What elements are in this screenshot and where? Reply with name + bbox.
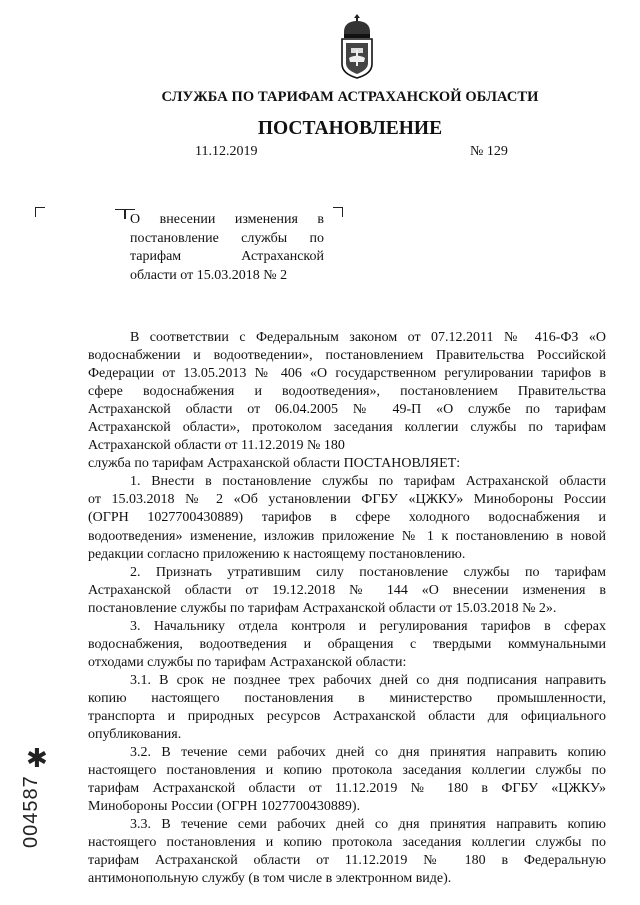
body-line: от 15.03.2018 № 2 «Об установлении ФГБУ «ЦЖКУ» Минобороны России	[88, 492, 606, 508]
body-line: постановление службы по тарифам Астраханской области от 15.03.2018 № 2».	[88, 600, 557, 616]
body-line: (ОГРН 1027700430889) тарифов в сфере холодного водоснабжения и	[88, 510, 606, 526]
body-line: Астраханской области от 19.12.2018 № 144 «О внесении изменения в	[88, 582, 606, 598]
organization-name: СЛУЖБА ПО ТАРИФАМ АСТРАХАНСКОЙ ОБЛАСТИ	[161, 89, 539, 105]
body-line: Федерации от 13.05.2013 № 406 «О государственном регулировании тарифов в	[88, 366, 606, 382]
body-line: Астраханской области», протоколом заседания коллегии службы по тарифам	[88, 420, 606, 436]
body-line: 1. Внести в постановление службы по тарифам Астраханской области	[130, 474, 606, 490]
body-line: 2. Признать утратившим силу постановление службы по тарифам	[130, 564, 606, 580]
body-line: Минобороны России (ОГРН 1027700430889).	[88, 799, 361, 815]
body-line: отходами службы по тарифам Астраханской области:	[88, 654, 407, 670]
document-type-title: ПОСТАНОВЛЕНИЕ	[257, 118, 443, 139]
body-line: Астраханской области от 11.12.2019 № 180	[88, 438, 345, 454]
body-line: водоснабжении и водоотведении», постановлением Правительства Российской	[88, 348, 606, 364]
body-line: служба по тарифам Астраханской области ПОСТАНОВЛЯЕТ:	[88, 456, 461, 472]
asterisk-icon: ✱	[26, 744, 48, 774]
body-line: копию настоящего постановления в министерство промышленности,	[88, 690, 606, 706]
subject-line: области от 15.03.2018 № 2	[130, 268, 288, 284]
subject-line: О внесении изменения в	[130, 212, 324, 227]
body-line: водоотведения» изменение, изложив приложение № 1 к постановлению в новой	[88, 528, 606, 544]
body-line: В соответствии с Федеральным законом от 07.12.2011 № 416-ФЗ «О	[130, 330, 606, 345]
subject-line: постановление службы по	[130, 230, 324, 246]
body-line: 3.3. В течение семи рабочих дней со дня принятия направить копию	[130, 817, 606, 833]
body-line: 3. Начальнику отдела контроля и регулирования тарифов в сферах	[130, 618, 606, 634]
body-line: тарифам Астраханской области от 11.12.2019 № 180 в Федеральную	[88, 853, 606, 869]
body-line: 3.1. В срок не позднее трех рабочих дней со дня подписания направить	[130, 672, 606, 688]
body-line: 3.2. В течение семи рабочих дней со дня принятия направить копию	[130, 745, 606, 761]
corner-mark	[35, 207, 45, 217]
body-line: антимонопольную службу (в том числе в электронном виде).	[88, 871, 452, 887]
coat-of-arms-emblem	[334, 12, 380, 80]
document-number: № 129	[470, 144, 508, 159]
body-line: опубликования.	[88, 727, 182, 743]
document-date: 11.12.2019	[195, 144, 258, 159]
corner-mark	[333, 207, 343, 217]
body-line: Астраханской области от 06.04.2005 № 49-П «О службе по тарифам	[88, 402, 606, 418]
subject-line: тарифам Астраханской	[130, 249, 324, 265]
body-line: настоящего постановления и копию протокола заседания коллегии службы по	[88, 835, 606, 851]
body-line: сфере водоснабжения и водоотведения», постановлением Правительства	[88, 384, 606, 400]
corner-mark	[115, 209, 125, 219]
serial-number-stamp: 004587	[20, 775, 42, 848]
document-subject	[130, 211, 324, 286]
body-line: настоящего постановления и копию протокола заседания коллегии службы по	[88, 763, 606, 779]
body-line: водоснабжения, водоотведения и обращения с твердыми коммунальными	[88, 636, 606, 652]
body-line: редакции согласно приложению к настоящему постановлению.	[88, 546, 466, 562]
body-line: тарифам Астраханской области от 11.12.2019 № 180 в ФГБУ «ЦЖКУ»	[88, 781, 606, 797]
body-line: транспорта и природных ресурсов Астраханской области для официального	[88, 708, 606, 724]
document-body	[88, 329, 606, 888]
